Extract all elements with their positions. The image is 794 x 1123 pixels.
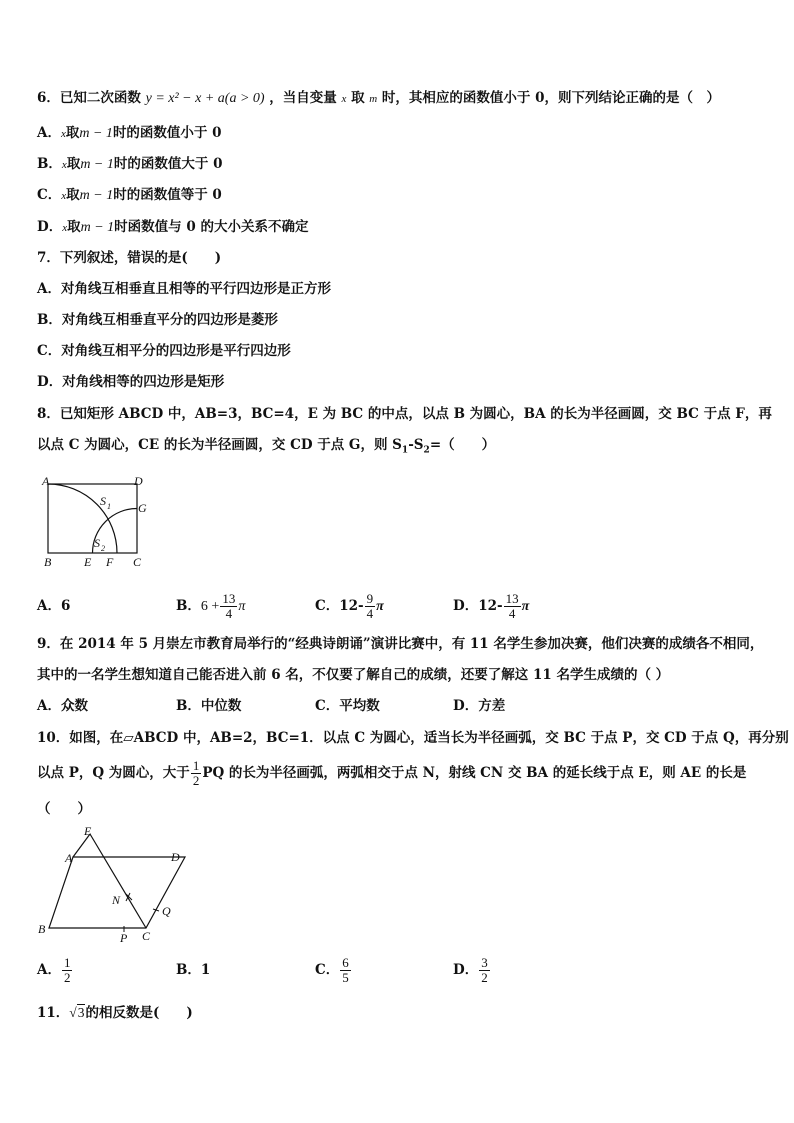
q7-option-d[interactable]: D．对角线相等的四边形是矩形: [37, 374, 225, 390]
option-label: A．: [37, 962, 61, 978]
sqrt-expression: √3: [69, 1005, 85, 1020]
option-text: 时函数值与 0 的大小关系不确定: [114, 219, 309, 235]
q6-option-b[interactable]: [37, 154, 222, 175]
denominator: 4: [508, 606, 516, 621]
label-d: D: [134, 474, 143, 488]
q10-option-a[interactable]: [37, 953, 73, 987]
q6-option-a[interactable]: [37, 123, 222, 144]
q6-stem: [37, 88, 720, 109]
denominator: 4: [366, 606, 374, 621]
q10-line2-pre: 以点 P，Q 为圆心，大于: [37, 765, 190, 781]
option-text: 时的函数值小于 0: [112, 125, 222, 141]
option-label: C．: [315, 962, 340, 978]
option-label: D．: [37, 219, 63, 235]
option-text: 时的函数值大于 0: [113, 156, 223, 172]
take-text: 取: [66, 156, 81, 172]
numerator: 6: [342, 955, 349, 970]
option-value: 1: [200, 962, 211, 978]
var-x: x: [61, 159, 67, 171]
fraction: [479, 956, 490, 985]
label-q: Q: [162, 904, 171, 918]
q6-stem-post: 时，其相应的函数值小于 0，则下列结论正确的是（ ）: [381, 90, 721, 106]
q6-option-d[interactable]: [37, 217, 308, 238]
numerator: 9: [366, 591, 374, 606]
q10-line1: 10．如图，在▱ABCD 中，AB=2，BC=1．以点 C 为圆心，适当长为半径画弧，交 BC 于点 P，交 CD 于点 Q，再分别: [37, 730, 789, 746]
fraction: [504, 592, 521, 621]
denominator: 2: [481, 970, 488, 985]
denominator: 2: [63, 970, 71, 985]
rectangle-abcd: [48, 484, 137, 553]
pi: π: [238, 599, 246, 614]
numerator: 13: [222, 591, 236, 606]
q11-stem-post: 的相反数是( ): [85, 1005, 193, 1021]
label-g: G: [138, 501, 147, 515]
numerator: 1: [63, 955, 71, 970]
pi: π: [521, 599, 530, 614]
q9-option-d[interactable]: D．方差: [453, 698, 506, 714]
q10-line3: （ ）: [37, 801, 91, 817]
denominator: 4: [225, 606, 233, 621]
option-label: C．: [315, 598, 340, 614]
q9-line2: 其中的一名学生想知道自己能否进入前 6 名，不仅要了解自己的成绩，还要了解这 11 名学生成绩的（ ）: [37, 667, 670, 683]
q7-option-a[interactable]: A．对角线互相垂直且相等的平行四边形是正方形: [37, 281, 331, 297]
q8-option-d[interactable]: [453, 589, 529, 624]
q9-option-b[interactable]: B．中位数: [176, 698, 242, 714]
q8-option-b[interactable]: [176, 589, 245, 624]
half-fraction: [191, 759, 202, 788]
denominator: 5: [342, 970, 349, 985]
fraction: [365, 592, 376, 621]
take-text: 取: [66, 187, 80, 203]
q6-function: y = x² − x + a(a > 0): [145, 91, 265, 106]
option-label: D．: [453, 598, 479, 614]
label-s2-sub: 2: [101, 544, 105, 553]
q6-option-c[interactable]: [37, 185, 222, 206]
option-expr: m − 1: [80, 157, 114, 172]
q8-option-a[interactable]: [37, 596, 70, 616]
q6-stem-pre: 6．已知二次函数: [37, 90, 141, 106]
option-pre: 6 +: [200, 599, 220, 614]
q10-option-d[interactable]: [453, 953, 491, 987]
label-c: C: [133, 555, 142, 569]
option-label: B．: [176, 598, 201, 614]
option-label: D．: [453, 962, 479, 978]
var-x: x: [60, 128, 66, 140]
q8-stem-line2: [37, 435, 495, 461]
numerator: 3: [481, 955, 488, 970]
label-a: A: [42, 474, 50, 488]
q7-option-b[interactable]: B．对角线互相垂直平分的四边形是菱形: [37, 312, 278, 328]
label-n: N: [112, 893, 121, 907]
q8-stem-line1: 8．已知矩形 ABCD 中，AB=3，BC=4，E 为 BC 的中点，以点 B 为圆心，BA 的长为半径画圆，交 BC 于点 F，再: [37, 406, 772, 422]
denominator: 2: [192, 773, 200, 788]
option-label: C．: [37, 187, 62, 203]
q10-option-c[interactable]: [315, 953, 352, 987]
q11-stem: [37, 1003, 193, 1023]
option-text: 时的函数值等于 0: [113, 187, 222, 203]
fraction: [62, 956, 73, 985]
option-pre: 12-: [339, 598, 364, 614]
q10-figure: [34, 824, 194, 944]
label-s1-sub: 1: [107, 502, 111, 511]
label-f: F: [106, 555, 114, 569]
option-value: 6: [60, 598, 71, 614]
numerator: 1: [192, 758, 200, 773]
arc-b-center: [48, 484, 117, 553]
label-a: A: [65, 851, 73, 865]
label-e: E: [84, 824, 92, 838]
option-expr: m − 1: [80, 220, 115, 235]
q10-line2: [37, 756, 746, 790]
q6-stem-mid2: 取: [351, 90, 365, 106]
option-label: B．: [176, 962, 201, 978]
label-b: B: [38, 922, 46, 936]
q10-option-b[interactable]: [176, 960, 210, 980]
q9-line1: 9．在 2014 年 5 月崇左市教育局举行的“经典诗朗诵”演讲比赛中，有 11 名学生参加决赛，他们决赛的成绩各不相同，: [37, 636, 764, 652]
option-label: A．: [37, 125, 61, 141]
label-s2: S: [94, 536, 100, 550]
label-c: C: [142, 929, 151, 943]
q8-minus: -S: [408, 437, 424, 453]
option-label: B．: [37, 156, 62, 172]
label-p: P: [120, 931, 128, 944]
q6-stem-mid1: ，当自变量: [269, 90, 337, 106]
option-expr: m − 1: [79, 126, 113, 141]
q6-var-m: m: [369, 93, 378, 105]
take-text: 取: [65, 125, 80, 141]
q8-line2-post: =（ ）: [429, 437, 496, 453]
label-s1: S: [100, 494, 106, 508]
label-e: E: [84, 555, 92, 569]
q10-line2-post: PQ 的长为半径画弧，两弧相交于点 N，射线 CN 交 BA 的延长线于点 E，则 AE 的长是: [202, 765, 747, 781]
q8-line2-pre: 以点 C 为圆心，CE 的长为半径画圆，交 CD 于点 G，则 S: [37, 437, 402, 453]
ray-cn: [90, 834, 146, 928]
fraction: [220, 592, 237, 621]
label-b: B: [44, 555, 52, 569]
q8-figure: [38, 474, 158, 570]
pi: π: [376, 599, 384, 614]
take-text: 取: [67, 219, 81, 235]
q11-number: 11．: [37, 1005, 70, 1021]
q8-option-c[interactable]: [315, 589, 384, 624]
q8-sub2: 2: [423, 445, 430, 456]
option-label: A．: [37, 598, 61, 614]
radicand: 3: [77, 1005, 85, 1020]
q8-sub1: 1: [401, 445, 409, 456]
var-x: x: [62, 222, 68, 234]
q6-var-x: x: [341, 93, 347, 105]
q7-stem: 7．下列叙述，错误的是( ): [37, 250, 222, 266]
q9-option-a[interactable]: A．众数: [37, 698, 88, 714]
q9-option-c[interactable]: C．平均数: [315, 698, 380, 714]
label-d: D: [171, 850, 180, 864]
option-expr: m − 1: [79, 188, 114, 203]
fraction: [340, 956, 351, 985]
var-x: x: [61, 190, 67, 202]
q7-option-c[interactable]: C．对角线互相平分的四边形是平行四边形: [37, 343, 291, 359]
numerator: 13: [505, 591, 519, 606]
option-pre: 12-: [478, 598, 503, 614]
